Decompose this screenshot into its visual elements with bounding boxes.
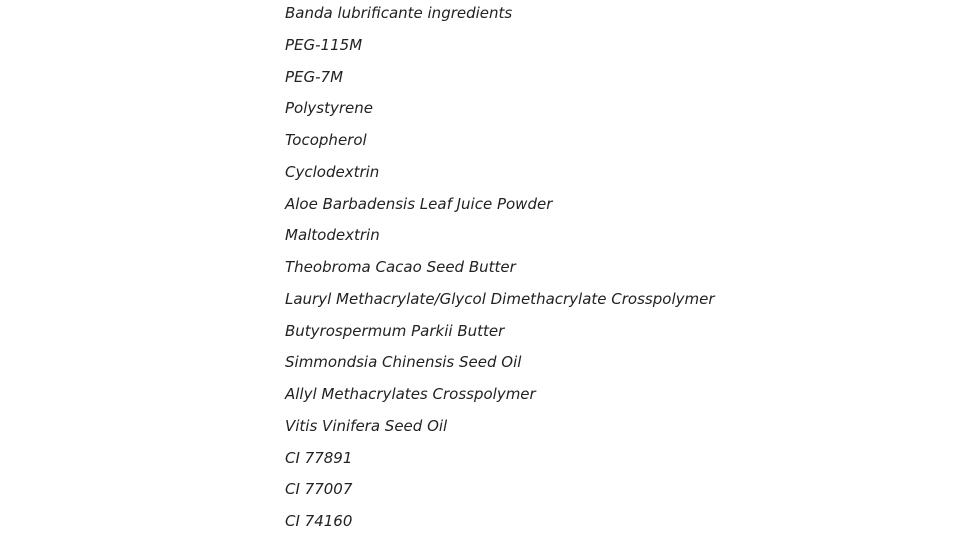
list-item: Maltodextrin bbox=[285, 226, 380, 245]
list-item: CI 74160 bbox=[285, 512, 353, 530]
list-item: CI 77891 bbox=[285, 448, 353, 467]
list-item: Vitis Vinifera Seed Oil bbox=[285, 416, 448, 435]
ingredient-items bbox=[285, 32, 715, 540]
ingredients-list bbox=[285, 0, 715, 540]
list-item: Theobroma Cacao Seed Butter bbox=[285, 258, 516, 276]
list-heading: Banda lubrificante ingredients bbox=[285, 4, 513, 22]
list-item: Allyl Methacrylates Crosspolymer bbox=[285, 385, 536, 403]
list-item: PEG-115M bbox=[285, 35, 363, 54]
list-item: Lauryl Methacrylate/Glycol Dimethacrylate Crosspolymer bbox=[285, 289, 715, 308]
list-item: Tocopherol bbox=[285, 131, 367, 149]
list-item: Simmondsia Chinensis Seed Oil bbox=[285, 353, 522, 372]
list-item: Aloe Barbadensis Leaf Juice Powder bbox=[285, 194, 553, 213]
list-item: Butyrospermum Parkii Butter bbox=[285, 321, 505, 340]
list-item: PEG-7M bbox=[285, 67, 344, 86]
list-item: Polystyrene bbox=[285, 99, 373, 118]
list-item: CI 77007 bbox=[285, 480, 353, 499]
list-item: Cyclodextrin bbox=[285, 162, 380, 181]
